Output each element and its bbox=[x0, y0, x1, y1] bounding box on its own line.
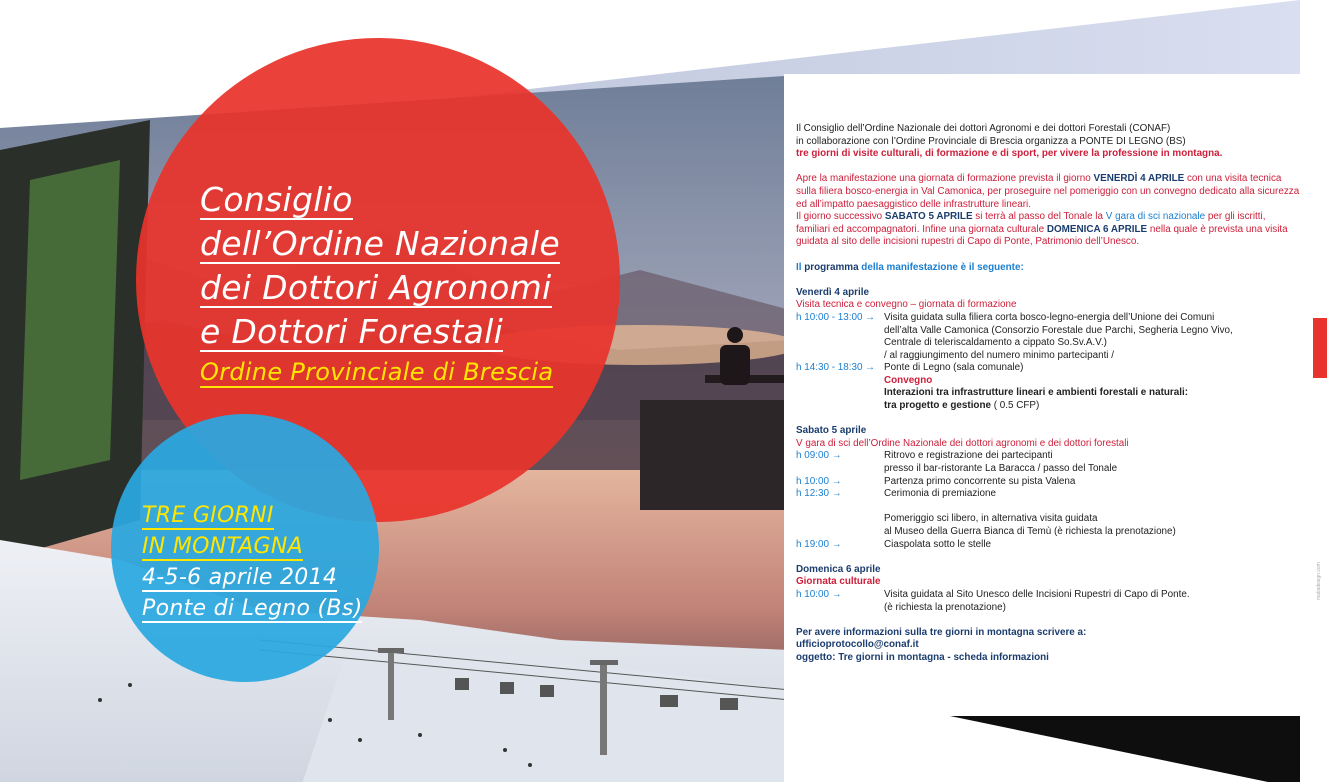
intro-paragraph bbox=[796, 123, 1301, 161]
program-intro-text: Il bbox=[796, 261, 805, 273]
schedule-desc bbox=[884, 312, 1301, 362]
schedule-line: dell’alta Valle Camonica (Consorzio Forestale due Parchi, Segheria Legno Vivo, bbox=[884, 324, 1233, 336]
schedule-row bbox=[796, 450, 1301, 475]
schedule-time: h 10:00 → bbox=[796, 588, 842, 600]
overview-date: DOMENICA 6 APRILE bbox=[1046, 223, 1148, 235]
event-line-1: TRE GIORNI bbox=[142, 503, 274, 528]
hero-subtitle bbox=[200, 358, 553, 388]
event-place: Ponte di Legno (Bs) bbox=[142, 596, 363, 621]
schedule-line: Visita guidata sulla filiera corta bosco-legno-energia dell’Unione dei Comuni bbox=[884, 311, 1215, 323]
schedule-line: al Museo della Guerra Bianca di Temù (è richiesta la prenotazione) bbox=[884, 526, 1176, 537]
schedule-desc: Ciaspolata sotto le stelle bbox=[884, 538, 992, 550]
schedule-time: h 12:30 → bbox=[796, 488, 842, 500]
program-text bbox=[796, 123, 1301, 665]
day-saturday bbox=[796, 425, 1301, 551]
intro-highlight: tre giorni di visite culturali, di formazione e di sport, per vivere la professione in montagna. bbox=[796, 148, 1223, 160]
contact-info bbox=[796, 627, 1301, 665]
hero-title-line: dell’Ordine Nazionale bbox=[200, 224, 560, 263]
overview-date: VENERDÌ 4 APRILE bbox=[1093, 173, 1185, 185]
schedule-time: h 19:00 → bbox=[796, 538, 842, 550]
day-subheading: Giornata culturale bbox=[796, 576, 881, 588]
schedule-row bbox=[796, 513, 1301, 538]
schedule-desc bbox=[884, 589, 1301, 614]
schedule-line-topic: tra progetto e gestione bbox=[884, 400, 991, 412]
overview-text: Il giorno successivo bbox=[796, 211, 885, 223]
intro-line: Il Consiglio dell’Ordine Nazionale dei dottori Agronomi e dei dottori Forestali (CONAF) bbox=[796, 123, 1171, 134]
intro-line: in collaborazione con l’Ordine Provinciale di Brescia organizza a PONTE DI LEGNO (BS) bbox=[796, 135, 1186, 147]
hero-subtitle-text: Ordine Provinciale di Brescia bbox=[200, 358, 554, 386]
day-heading: Venerdì 4 aprile bbox=[796, 286, 870, 298]
overview-text: con una visita tecnica sulla filiera bosco-energia in Val Camonica, per proseguire nel pomeriggio con un convegno dedicato alla sicurezza ed all’impatto paesaggistico delle infrastrutture lineari. bbox=[796, 173, 1300, 210]
schedule-line: (è richiesta la prenotazione) bbox=[884, 601, 1006, 613]
overview-text: Apre la manifestazione una giornata di formazione prevista il giorno bbox=[796, 173, 1094, 185]
day-sunday bbox=[796, 564, 1301, 614]
schedule-line: presso il bar-ristorante La Baracca / passo del Tonale bbox=[884, 463, 1118, 475]
day-heading: Sabato 5 aprile bbox=[796, 425, 867, 437]
hero-title bbox=[200, 178, 560, 354]
program-intro-text: della manifestazione è il seguente: bbox=[858, 261, 1024, 273]
day-friday bbox=[796, 287, 1301, 413]
schedule-time: h 10:00 → bbox=[796, 475, 842, 487]
schedule-row bbox=[796, 488, 1301, 501]
program-intro bbox=[796, 262, 1301, 275]
schedule-row bbox=[796, 539, 1301, 552]
schedule-row bbox=[796, 312, 1301, 362]
schedule-desc: Cerimonia di premiazione bbox=[884, 488, 996, 500]
overview-text: nella quale è prevista una visita guidata al sito delle incisioni rupestri di Capo di Ponte, Patrimonio dell’Unesco. bbox=[796, 223, 1288, 248]
schedule-line-topic: Interazioni tra infrastrutture lineari e ambienti forestali e naturali: bbox=[884, 387, 1188, 399]
schedule-desc: Partenza primo concorrente su pista Valena bbox=[884, 475, 1076, 487]
day-subheading: V gara di sci dell’Ordine Nazionale dei dottori agronomi e dei dottori forestali bbox=[796, 437, 1129, 449]
day-heading: Domenica 6 aprile bbox=[796, 563, 881, 575]
overview-text: per gli iscritti, familiari ed accompagnatori. Infine una giornata culturale bbox=[796, 211, 1266, 235]
schedule-desc bbox=[884, 450, 1301, 475]
schedule-line: / al raggiungimento del numero minimo partecipanti / bbox=[884, 349, 1114, 361]
hero-title-line: Consiglio bbox=[200, 180, 353, 219]
event-summary bbox=[142, 500, 362, 624]
schedule-line-credits: ( 0.5 CFP) bbox=[991, 400, 1040, 412]
overview-race: V gara di sci nazionale bbox=[1105, 211, 1206, 223]
overview-date: SABATO 5 APRILE bbox=[884, 211, 973, 223]
schedule-line: Pomeriggio sci libero, in alternativa visita guidata bbox=[884, 513, 1098, 525]
day-subheading: Visita tecnica e convegno – giornata di formazione bbox=[796, 299, 1017, 311]
hero-title-line: e Dottori Forestali bbox=[200, 312, 504, 351]
schedule-line: Ponte di Legno (sala comunale) bbox=[884, 362, 1024, 374]
schedule-row bbox=[796, 589, 1301, 614]
event-dates: 4-5-6 aprile 2014 bbox=[142, 565, 338, 590]
overview-text: si terrà al passo del Tonale la bbox=[972, 211, 1106, 223]
schedule-line: Centrale di teleriscaldamento a cippato So.Sv.A.V.) bbox=[884, 337, 1107, 349]
contact-subject: oggetto: Tre giorni in montagna - scheda informazioni bbox=[796, 651, 1049, 663]
schedule-time: h 09:00 → bbox=[796, 450, 842, 462]
event-line-2: IN MONTAGNA bbox=[142, 534, 304, 559]
schedule-time: h 14:30 - 18:30 → bbox=[796, 362, 876, 374]
schedule-time: h 10:00 - 13:00 → bbox=[796, 311, 876, 323]
design-credit: matiadesign.com bbox=[1316, 562, 1322, 600]
schedule-line: Visita guidata al Sito Unesco delle Incisioni Rupestri di Capo di Ponte. bbox=[884, 588, 1190, 600]
schedule-line: Ritrovo e registrazione dei partecipanti bbox=[884, 450, 1053, 462]
contact-email[interactable]: ufficioprotocollo@conaf.it bbox=[796, 639, 919, 651]
overview-paragraph bbox=[796, 173, 1301, 249]
red-side-tab bbox=[1313, 318, 1327, 378]
schedule-time-empty bbox=[796, 513, 884, 538]
schedule-line-conference: Convegno bbox=[884, 374, 933, 386]
schedule-desc bbox=[884, 513, 1301, 538]
schedule-desc bbox=[884, 362, 1301, 412]
schedule-row bbox=[796, 476, 1301, 489]
contact-line: Per avere informazioni sulla tre giorni in montagna scrivere a: bbox=[796, 626, 1087, 638]
program-intro-keyword: programma bbox=[804, 261, 859, 273]
schedule-row bbox=[796, 362, 1301, 412]
hero-title-line: dei Dottori Agronomi bbox=[200, 268, 552, 307]
